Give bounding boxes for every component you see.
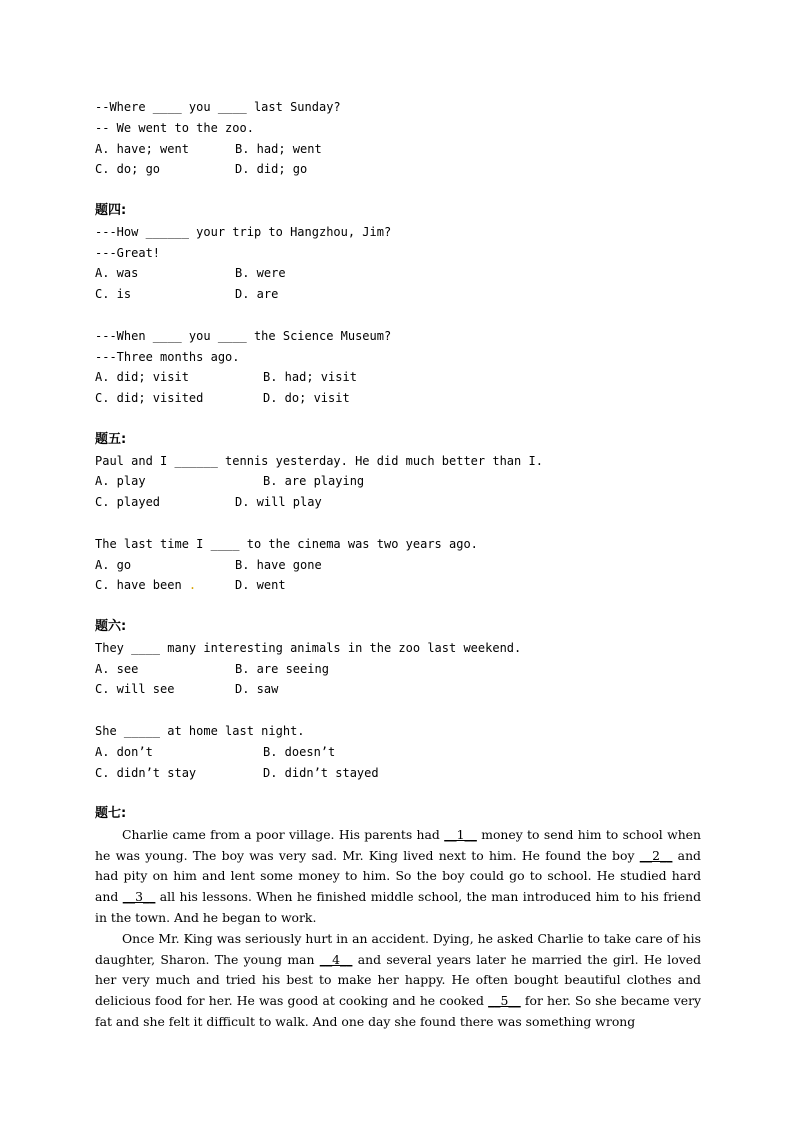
worksheet-page [95, 97, 701, 1033]
option-d: D. will play [235, 495, 322, 510]
options-row [95, 471, 701, 492]
option-d: D. went [235, 578, 286, 593]
options-row [95, 367, 701, 388]
option-a: A. play [95, 474, 146, 489]
passage-text: for her. So she became very fat and she felt it difficult to walk. And one day she found there was something wrong [95, 993, 701, 1030]
option-d: D. didn’t stayed [263, 765, 379, 780]
cloze-blank-4: __4__ [319, 951, 353, 967]
question-stem: They ____ many interesting animals in the zoo last weekend. [95, 640, 522, 655]
option-a: A. have; went [95, 141, 189, 156]
option-c-text: C. have been [95, 578, 182, 593]
option-c: C. did; visited [95, 391, 204, 406]
options-row [95, 575, 701, 596]
options-row [95, 139, 701, 160]
options-row [95, 742, 701, 763]
passage-text: all his lessons. When he finished middle school, the man introduced him to his friend in the town. And he began to work. [95, 889, 701, 926]
question-cinema [95, 534, 701, 596]
passage-text: Once Mr. King was seriously hurt in an accident. Dying, he asked Charlie to take care of his daughter, Sharon. The young man [95, 930, 701, 967]
option-b: B. are playing [263, 474, 365, 489]
cloze-blank-3: __3__ [122, 889, 156, 905]
cloze-blank-2: __2__ [639, 847, 673, 863]
options-row [95, 555, 701, 576]
question-how-trip [95, 222, 701, 305]
options-row [95, 679, 701, 700]
option-c: C. played [95, 495, 161, 510]
option-c [95, 575, 235, 596]
options-row [95, 492, 701, 513]
options-row [95, 659, 701, 680]
option-a: A. don’t [95, 744, 153, 759]
options-row [95, 284, 701, 305]
options-row [95, 388, 701, 409]
question-stem: ---When ____ you ____ the Science Museum? [95, 328, 392, 343]
question-when-museum [95, 326, 701, 409]
passage-text: Charlie came from a poor village. His parents had [122, 826, 445, 842]
option-b: B. had; went [235, 141, 322, 156]
option-d: D. did; go [235, 162, 308, 177]
option-b: B. are seeing [235, 661, 329, 676]
passage-paragraph-1 [95, 825, 701, 929]
option-a: A. see [95, 661, 139, 676]
option-d: D. are [235, 287, 279, 302]
options-row [95, 159, 701, 180]
option-c: C. is [95, 287, 132, 302]
question-answer-line: ---Great! [95, 245, 161, 260]
section-heading-5: 题五: [95, 431, 127, 447]
option-c: C. will see [95, 682, 175, 697]
cloze-passage [95, 825, 701, 1033]
section-heading-7: 题七: [95, 806, 127, 822]
passage-text: and several years later he married the girl. He loved her very much and tried his best to make her happy. He often bought beautiful clothes and delicious food for her. He was good at cooking and he cooked [95, 951, 701, 1009]
option-b: B. have gone [235, 557, 322, 572]
question-animals-zoo [95, 638, 701, 700]
cloze-blank-1: __1__ [444, 826, 477, 842]
option-b: B. were [235, 266, 286, 281]
question-stem: Paul and I ______ tennis yesterday. He did much better than I. [95, 453, 543, 468]
option-a: A. was [95, 266, 139, 281]
question-paul-tennis [95, 451, 701, 513]
passage-text: money to send him to school when he was young. The boy was very sad. Mr. King lived next to him. He found the boy [95, 826, 701, 863]
option-b: B. had; visit [263, 370, 357, 385]
option-d: D. saw [235, 682, 279, 697]
option-a: A. did; visit [95, 370, 189, 385]
stray-mark: . [181, 578, 197, 593]
option-d: D. do; visit [263, 391, 350, 406]
section-heading-6: 题六: [95, 618, 127, 634]
option-c: C. do; go [95, 162, 161, 177]
question-stem: She _____ at home last night. [95, 723, 305, 738]
options-row [95, 763, 701, 784]
question-answer-line: -- We went to the zoo. [95, 120, 254, 135]
question-at-home [95, 721, 701, 783]
passage-text: and had pity on him and lent some money to him. So the boy could go to school. He studied hard and [95, 847, 701, 905]
question-stem: --Where ____ you ____ last Sunday? [95, 100, 341, 114]
option-c: C. didn’t stay [95, 765, 197, 780]
option-b: B. doesn’t [263, 744, 336, 759]
options-row [95, 263, 701, 284]
cloze-blank-5: __5__ [488, 993, 521, 1009]
section-heading-4: 题四: [95, 202, 127, 218]
question-stem: The last time I ____ to the cinema was two years ago. [95, 536, 478, 551]
passage-paragraph-2 [95, 929, 701, 1033]
question-answer-line: ---Three months ago. [95, 349, 240, 364]
question-stem: ---How ______ your trip to Hangzhou, Jim? [95, 224, 392, 239]
option-a: A. go [95, 557, 132, 572]
question-where-last-sunday [95, 97, 701, 180]
